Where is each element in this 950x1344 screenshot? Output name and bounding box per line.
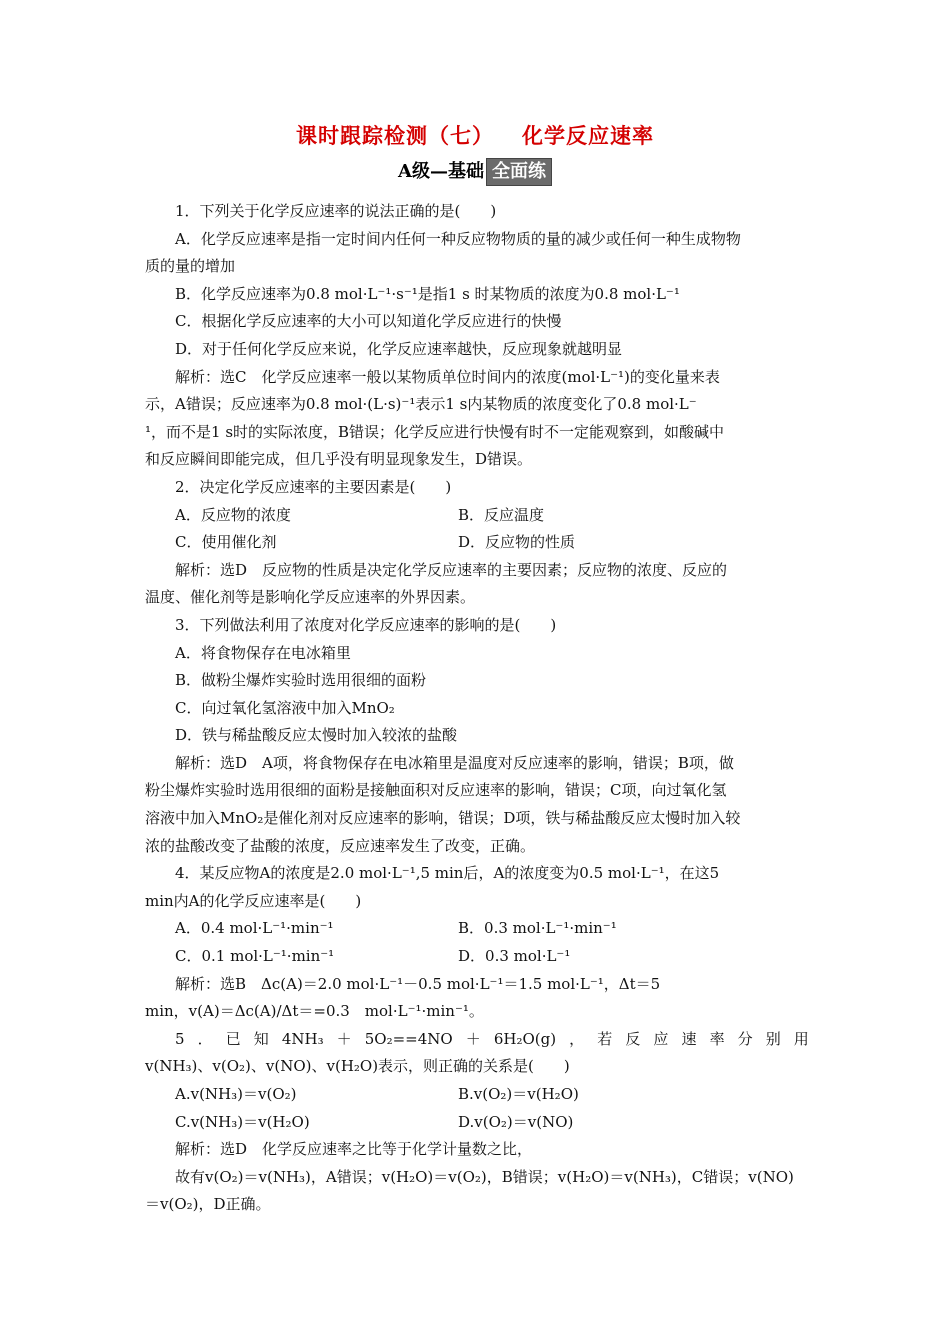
q5-stem-token: 反: [625, 1029, 641, 1048]
q1-option-c: C．根据化学反应速率的大小可以知道化学反应进行的快慢: [175, 312, 562, 331]
q2-options-row: [145, 529, 809, 557]
q2-explanation-cont: 温度、催化剂等是影响化学反应速率的外界因素。: [145, 588, 476, 607]
section-level-heading: [0, 157, 950, 186]
q3-explanation: 解析：选D A项，将食物保存在电冰箱里是温度对反应速率的影响，错误；B项，做: [175, 753, 734, 772]
q1-explanation-cont: 和反应瞬间即能完成，但几乎没有明显现象发生，D错误。: [145, 450, 533, 469]
page-title: [0, 120, 950, 150]
q3-explanation-cont: 浓的盐酸改变了盐酸的浓度，反应速率发生了改变，正确。: [145, 836, 536, 855]
q5-option-b: B.v(O₂)＝v(H₂O): [458, 1085, 579, 1103]
q5-stem-token: 4NH₃: [281, 1029, 324, 1048]
q1-explanation-cont: 示，A错误；反应速率为0.8 mol·(L·s)⁻¹表示1 s内某物质的浓度变化了0.8 mol·L⁻: [145, 395, 697, 414]
q4-options-row: [145, 943, 809, 971]
q2-option-b: B．反应温度: [458, 505, 545, 524]
q5-stem-token: ＋: [336, 1029, 352, 1048]
q3-option-c: C．向过氧化氢溶液中加入MnO₂: [175, 698, 395, 717]
q2-option-c: C．使用催化剂: [175, 533, 277, 552]
q5-option-a: A.v(NH₃)＝v(O₂): [175, 1085, 297, 1103]
q5-stem-token: 已: [225, 1029, 241, 1048]
q1-option-a-cont: 质的量的增加: [145, 257, 236, 276]
q2-option-d: D．反应物的性质: [458, 533, 576, 552]
q5-stem: [145, 1026, 809, 1054]
q5-stem-token: 别: [765, 1029, 781, 1048]
q3-option-a: A．将食物保存在电冰箱里: [175, 643, 351, 662]
q4-option-d: D．0.3 mol·L⁻¹: [458, 947, 571, 966]
q3-option-b: B．做粉尘爆炸实验时选用很细的面粉: [175, 671, 427, 690]
q5-stem-token: 分: [737, 1029, 753, 1048]
q4-option-a: A．0.4 mol·L⁻¹·min⁻¹: [175, 919, 334, 938]
q5-stem-token: ．: [197, 1029, 213, 1048]
q5-stem-token: 用: [793, 1029, 809, 1048]
q4-stem: 4．某反应物A的浓度是2.0 mol·L⁻¹,5 min后，A的浓度变为0.5 mol·L⁻¹，在这5: [175, 864, 720, 883]
q5-option-d: D.v(O₂)＝v(NO): [458, 1112, 574, 1131]
q2-option-a: A．反应物的浓度: [175, 505, 291, 524]
q1-option-a: A．化学反应速率是指一定时间内任何一种反应物物质的量的减少或任何一种生成物物: [175, 229, 741, 248]
q5-stem-token: 速: [681, 1029, 697, 1048]
level-badge: 全面练: [486, 158, 552, 186]
q1-option-d: D．对于任何化学反应来说，化学反应速率越快，反应现象就越明显: [175, 339, 623, 358]
q5-stem-token: 若: [597, 1029, 613, 1048]
q5-stem-token: 应: [653, 1029, 669, 1048]
q2-options-row: [145, 502, 809, 530]
q5-explanation-cont: 故有v(O₂)＝v(NH₃)，A错误；v(H₂O)＝v(O₂)，B错误；v(H₂O)＝v(NH₃)，C错误；v(NO): [175, 1167, 794, 1186]
q2-explanation: 解析：选D 反应物的性质是决定化学反应速率的主要因素；反应物的浓度、反应的: [175, 560, 728, 579]
q3-stem: 3．下列做法利用了浓度对化学反应速率的影响的是( ): [175, 615, 557, 634]
q5-option-c: C.v(NH₃)＝v(H₂O): [175, 1112, 310, 1131]
q4-option-b: B．0.3 mol·L⁻¹·min⁻¹: [458, 919, 617, 938]
q3-explanation-cont: 溶液中加入MnO₂是催化剂对反应速率的影响，错误；D项，铁与稀盐酸反应太慢时加入较: [145, 809, 741, 828]
q4-options-row: [145, 915, 809, 943]
level-prefix: A级—基础: [398, 161, 484, 182]
q5-stem-token: 知: [253, 1029, 269, 1048]
q1-explanation-cont: ¹，而不是1 s时的实际浓度，B错误；化学反应进行快慢有时不一定能观察到，如酸碱中: [145, 422, 725, 441]
q1-option-b: B．化学反应速率为0.8 mol·L⁻¹·s⁻¹是指1 s 时某物质的浓度为0.8 mol·L⁻¹: [175, 284, 680, 303]
q5-stem-cont: v(NH₃)、v(O₂)、v(NO)、v(H₂O)表示，则正确的关系是( ): [145, 1057, 570, 1076]
q5-explanation: 解析：选D 化学反应速率之比等于化学计量数之比，: [175, 1140, 533, 1159]
q4-stem-cont: min内A的化学反应速率是( ): [145, 891, 362, 910]
q5-options-row: [145, 1081, 809, 1109]
q1-stem: 1．下列关于化学反应速率的说法正确的是( ): [175, 202, 497, 220]
q5-stem-token: ，: [569, 1029, 585, 1048]
question-list: [145, 198, 809, 1219]
title-main: 课时跟踪检测（七）: [296, 123, 494, 148]
q5-stem-token: 6H₂O(g): [493, 1029, 557, 1048]
q3-explanation-cont: 粉尘爆炸实验时选用很细的面粉是接触面积对反应速率的影响，错误；C项，向过氧化氢: [145, 781, 727, 800]
q4-option-c: C．0.1 mol·L⁻¹·min⁻¹: [175, 947, 335, 966]
q3-option-d: D．铁与稀盐酸反应太慢时加入较浓的盐酸: [175, 726, 458, 745]
q2-stem: 2．决定化学反应速率的主要因素是( ): [175, 477, 452, 496]
q5-stem-token: ＋: [465, 1029, 481, 1048]
title-topic: 化学反应速率: [522, 123, 654, 148]
q5-stem-token: 5O₂==4NO: [364, 1029, 453, 1048]
q4-explanation: 解析：选B Δc(A)＝2.0 mol·L⁻¹－0.5 mol·L⁻¹＝1.5 mol·L⁻¹，Δt＝5: [175, 974, 661, 993]
q5-stem-token: 率: [709, 1029, 725, 1048]
q5-explanation-cont: ＝v(O₂)，D正确。: [145, 1195, 271, 1214]
q4-explanation-cont: min，v(A)＝Δc(A)/Δt＝=0.3 mol·L⁻¹·min⁻¹。: [145, 1002, 484, 1021]
q5-stem-token: 5: [175, 1029, 185, 1048]
q5-options-row: [145, 1109, 809, 1137]
q1-explanation: 解析：选C 化学反应速率一般以某物质单位时间内的浓度(mol·L⁻¹)的变化量来表: [175, 367, 720, 386]
